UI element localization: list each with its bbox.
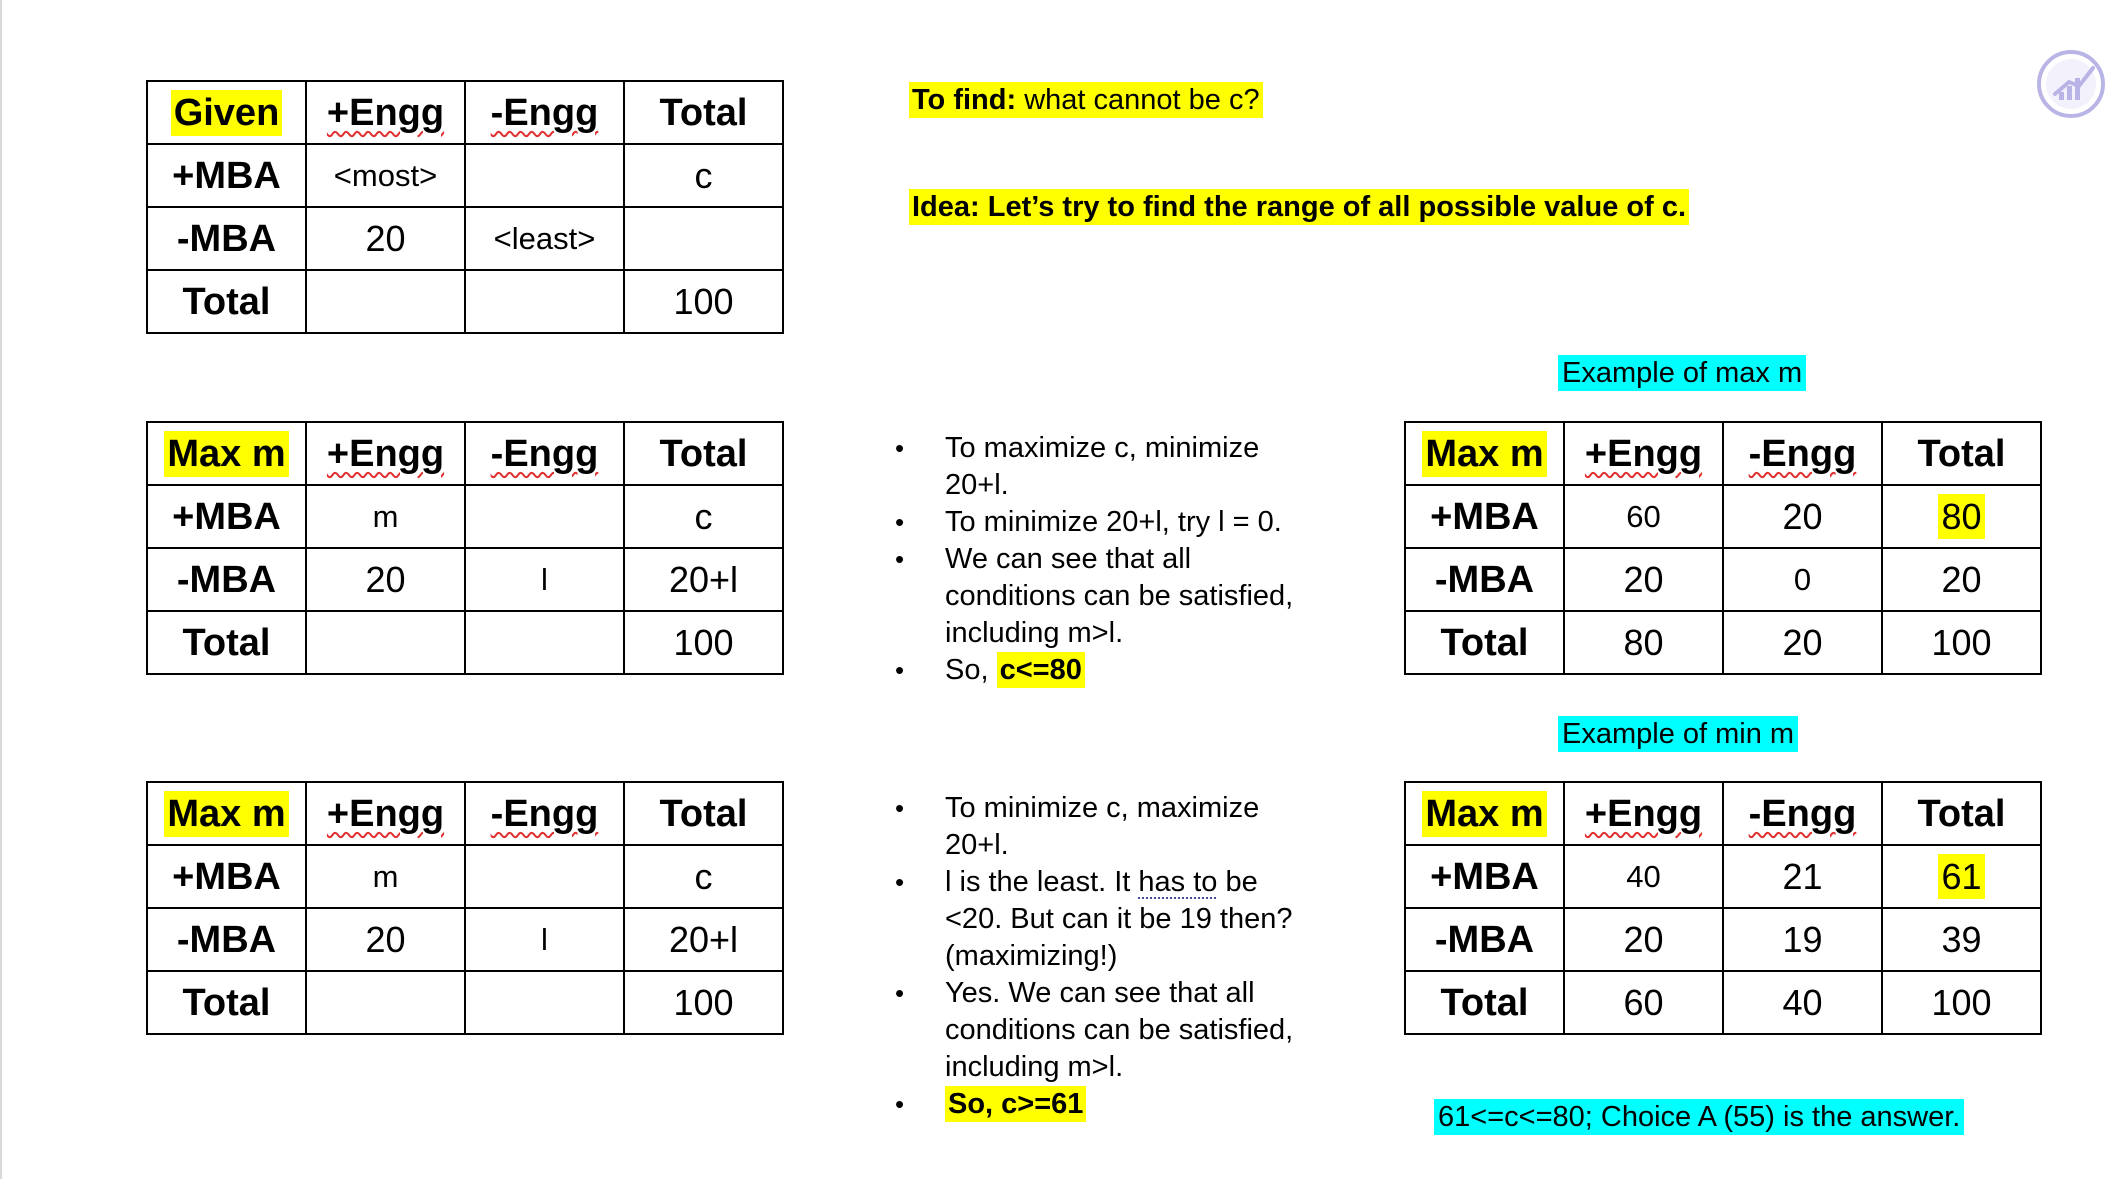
slide-edge — [0, 0, 2, 1179]
table-cell: l — [465, 548, 624, 611]
bullet-text: So, — [945, 654, 997, 686]
list-item — [895, 864, 1310, 975]
table-row — [147, 971, 783, 1034]
table-cell: 39 — [1882, 908, 2041, 971]
to-find-text: what cannot be c? — [1016, 84, 1260, 116]
table-row — [147, 270, 783, 333]
row-header: -MBA — [1405, 908, 1564, 971]
bullet-text: To maximize c, minimize 20+l. — [945, 432, 1260, 501]
row-header: Total — [147, 270, 306, 333]
to-find-label: To find: — [912, 84, 1017, 116]
example-max-text: Example of max m — [1558, 355, 1806, 391]
table-title: Max m — [1422, 431, 1546, 477]
row-header: Total — [1405, 611, 1564, 674]
table-row — [147, 782, 783, 845]
table-row — [147, 81, 783, 144]
row-header: -MBA — [1405, 548, 1564, 611]
table-row — [147, 207, 783, 270]
bullet-icon: • — [895, 544, 905, 574]
row-header: +MBA — [1405, 845, 1564, 908]
table-row — [1405, 422, 2041, 485]
table-cell: m — [306, 485, 465, 548]
row-header: Total — [147, 971, 306, 1034]
bullet-icon: • — [895, 655, 905, 685]
table-row — [1405, 782, 2041, 845]
list-item — [895, 430, 1310, 504]
table-cell — [306, 270, 465, 333]
table-row — [147, 611, 783, 674]
table-cell: c — [624, 485, 783, 548]
table-title: Given — [171, 90, 283, 136]
table-max-left — [146, 421, 784, 675]
list-item — [895, 504, 1310, 541]
table-min-left — [146, 781, 784, 1035]
table-cell — [624, 207, 783, 270]
list-item — [895, 652, 1310, 689]
table-cell: 20 — [1564, 548, 1723, 611]
table-cell: 20 — [306, 207, 465, 270]
highlighted-total: 80 — [1938, 494, 1984, 539]
table-cell: 100 — [624, 971, 783, 1034]
row-header: +MBA — [147, 845, 306, 908]
row-header: Total — [1405, 971, 1564, 1034]
bullet-icon: • — [895, 507, 905, 537]
table-title: Max m — [164, 791, 288, 837]
bullet-text: To minimize c, maximize 20+l. — [945, 792, 1260, 861]
row-header: +MBA — [147, 485, 306, 548]
bullet-icon: • — [895, 978, 905, 1008]
table-cell — [465, 270, 624, 333]
table-cell: 20+l — [624, 908, 783, 971]
table-min-example — [1404, 781, 2042, 1035]
table-row — [1405, 611, 2041, 674]
bullet-text: l is the least. It — [945, 866, 1139, 898]
bullet-icon: • — [895, 433, 905, 463]
table-cell: 100 — [624, 611, 783, 674]
col-header-minus-engg: -Engg — [490, 91, 599, 134]
table-cell — [465, 611, 624, 674]
bullet-highlight: So, c>=61 — [945, 1086, 1086, 1122]
table-cell: 20 — [306, 908, 465, 971]
table-cell — [465, 845, 624, 908]
col-header-total: Total — [1882, 422, 2041, 485]
bullet-text: be <20. But can it be 19 then? (maximizing!) — [945, 866, 1293, 972]
table-cell: c — [624, 144, 783, 207]
row-header: +MBA — [1405, 485, 1564, 548]
table-cell: 100 — [624, 270, 783, 333]
table-cell: 40 — [1564, 845, 1723, 908]
table-cell: 20 — [1723, 485, 1882, 548]
bullet-icon: • — [895, 793, 905, 823]
row-header: Total — [147, 611, 306, 674]
col-header-plus-engg: +Engg — [326, 432, 445, 475]
answer-label — [1434, 1099, 1964, 1135]
table-cell — [465, 485, 624, 548]
table-row — [1405, 548, 2041, 611]
table-row — [147, 845, 783, 908]
table-cell: 20 — [306, 548, 465, 611]
bullet-text: Yes. We can see that all conditions can be satisfied, including m>l. — [945, 977, 1294, 1083]
table-cell: c — [624, 845, 783, 908]
idea-note — [909, 189, 1689, 225]
table-row — [147, 485, 783, 548]
table-max-example — [1404, 421, 2042, 675]
col-header-plus-engg: +Engg — [1584, 792, 1703, 835]
table-row — [147, 422, 783, 485]
table-title: Max m — [1422, 791, 1546, 837]
chart-logo-icon — [2035, 48, 2107, 120]
bullets-minimize — [895, 790, 1310, 1123]
table-cell: l — [465, 908, 624, 971]
col-header-total: Total — [624, 422, 783, 485]
col-header-minus-engg: -Engg — [1748, 432, 1857, 475]
bullet-text: We can see that all conditions can be satisfied, including m>l. — [945, 543, 1294, 649]
col-header-total: Total — [624, 81, 783, 144]
table-cell: 100 — [1882, 971, 2041, 1034]
table-row — [1405, 908, 2041, 971]
table-cell: m — [306, 845, 465, 908]
table-row — [1405, 485, 2041, 548]
table-row — [147, 144, 783, 207]
bullet-highlight: c<=80 — [997, 652, 1085, 688]
list-item — [895, 541, 1310, 652]
table-cell — [306, 611, 465, 674]
col-header-total: Total — [624, 782, 783, 845]
table-cell: 0 — [1723, 548, 1882, 611]
col-header-plus-engg: +Engg — [326, 792, 445, 835]
row-header: -MBA — [147, 548, 306, 611]
answer-text: 61<=c<=80; Choice A (55) is the answer. — [1434, 1099, 1964, 1135]
table-cell: <least> — [465, 207, 624, 270]
col-header-plus-engg: +Engg — [326, 91, 445, 134]
table-given — [146, 80, 784, 334]
table-row — [147, 548, 783, 611]
table-row — [1405, 971, 2041, 1034]
table-cell — [306, 971, 465, 1034]
col-header-plus-engg: +Engg — [1584, 432, 1703, 475]
example-max-label — [1558, 355, 1806, 391]
col-header-minus-engg: -Engg — [1748, 792, 1857, 835]
list-item — [895, 790, 1310, 864]
col-header-minus-engg: -Engg — [490, 792, 599, 835]
table-cell: 60 — [1564, 485, 1723, 548]
table-row — [1405, 845, 2041, 908]
bullet-icon: • — [895, 1089, 905, 1119]
row-header: +MBA — [147, 144, 306, 207]
table-cell: 100 — [1882, 611, 2041, 674]
table-cell: 20 — [1564, 908, 1723, 971]
col-header-total: Total — [1882, 782, 2041, 845]
col-header-minus-engg: -Engg — [490, 432, 599, 475]
table-title: Max m — [164, 431, 288, 477]
table-cell: 20 — [1882, 548, 2041, 611]
table-cell: 20 — [1723, 611, 1882, 674]
bullet-text-underlined: has to — [1138, 866, 1218, 898]
table-cell: 19 — [1723, 908, 1882, 971]
table-cell: <most> — [306, 144, 465, 207]
bullet-text: To minimize 20+l, try l = 0. — [945, 506, 1282, 538]
bullet-icon: • — [895, 867, 905, 897]
table-cell: 20+l — [624, 548, 783, 611]
table-cell — [465, 971, 624, 1034]
row-header: -MBA — [147, 207, 306, 270]
table-cell: 80 — [1564, 611, 1723, 674]
idea-text: Idea: Let’s try to find the range of all possible value of c. — [909, 189, 1689, 225]
list-item — [895, 975, 1310, 1086]
list-item — [895, 1086, 1310, 1123]
table-cell: 21 — [1723, 845, 1882, 908]
table-row — [147, 908, 783, 971]
example-min-text: Example of min m — [1558, 716, 1798, 752]
highlighted-total: 61 — [1938, 854, 1984, 899]
table-cell: 40 — [1723, 971, 1882, 1034]
row-header: -MBA — [147, 908, 306, 971]
table-cell — [465, 144, 624, 207]
to-find-note — [909, 82, 1263, 118]
table-cell: 60 — [1564, 971, 1723, 1034]
bullets-maximize — [895, 430, 1310, 689]
example-min-label — [1558, 716, 1798, 752]
